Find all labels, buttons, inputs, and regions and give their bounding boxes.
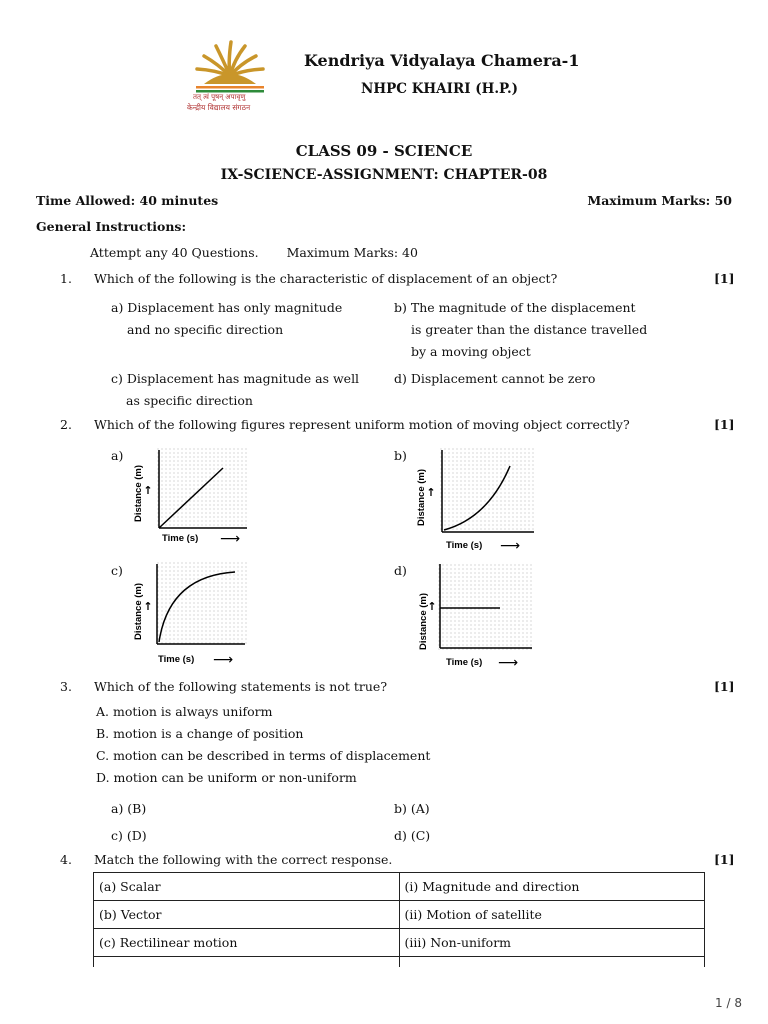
table-cell: [94, 957, 400, 968]
svg-text:↑: ↑: [427, 600, 437, 613]
statement: A. motion is always uniform: [96, 704, 273, 719]
y-axis-label: Distance (m): [133, 582, 144, 640]
graph-b: [408, 444, 533, 554]
logo-motto: तत् त्वं पूषन् अपावृणु: [193, 93, 246, 101]
option-b: [394, 297, 647, 363]
table-cell: (iii) Non-uniform: [399, 929, 705, 957]
general-instructions-heading: General Instructions:: [36, 219, 187, 234]
x-axis-label: Time (s): [446, 657, 483, 668]
class-title: CLASS 09 - SCIENCE: [295, 142, 473, 160]
graph-b-label: b): [394, 448, 407, 463]
y-axis-label: Distance (m): [416, 468, 427, 526]
question-text: Which of the following is the characteristic of displacement of an object?: [94, 271, 558, 286]
option-line: and no specific direction: [127, 322, 284, 337]
svg-text:⟶: ⟶: [213, 652, 234, 668]
svg-text:↑: ↑: [426, 486, 436, 499]
svg-text:↑: ↑: [143, 600, 153, 613]
option-d: d) (C): [394, 828, 431, 843]
table-cell: (i) Magnitude and direction: [399, 873, 705, 901]
option-line: a) Displacement has only magnitude: [111, 300, 343, 315]
maximum-marks: Maximum Marks: 50: [587, 193, 732, 208]
x-axis-label: Time (s): [446, 540, 483, 551]
question-marks: [1]: [714, 852, 735, 867]
x-axis-label: Time (s): [162, 533, 199, 544]
question-number: 4.: [60, 852, 72, 867]
option-a: a) (B): [111, 801, 147, 816]
graph-c-label: c): [111, 563, 123, 578]
option-a: [111, 297, 342, 341]
question-number: 2.: [60, 417, 72, 432]
graph-d: [410, 560, 535, 670]
school-name: Kendriya Vidyalaya Chamera-1: [304, 51, 580, 70]
table-cell: (c) Rectilinear motion: [94, 929, 400, 957]
instructions-line: [90, 245, 418, 260]
option-b: b) (A): [394, 801, 430, 816]
svg-text:⟶: ⟶: [220, 531, 241, 547]
statement: D. motion can be uniform or non-uniform: [96, 770, 357, 785]
graph-a-label: a): [111, 448, 124, 463]
graph-c: [125, 558, 250, 668]
option-c: [111, 368, 359, 412]
y-axis-label: Distance (m): [418, 592, 429, 650]
option-line: by a moving object: [411, 344, 531, 359]
table-row: [94, 957, 705, 968]
table-row: [94, 901, 705, 929]
option-line: d) Displacement cannot be zero: [394, 371, 596, 386]
page-indicator: 1 / 8: [715, 996, 742, 1010]
table-cell: [399, 957, 705, 968]
time-allowed: Time Allowed: 40 minutes: [36, 193, 219, 208]
graph-a: [125, 444, 250, 554]
assignment-title: IX-SCIENCE-ASSIGNMENT: CHAPTER-08: [220, 167, 548, 183]
x-axis-label: Time (s): [158, 654, 195, 665]
statement: B. motion is a change of position: [96, 726, 304, 741]
school-location: NHPC KHAIRI (H.P.): [361, 81, 519, 97]
match-table: [93, 872, 705, 967]
table-cell: (a) Scalar: [94, 873, 400, 901]
table-row: [94, 873, 705, 901]
option-line: c) Displacement has magnitude as well: [111, 371, 360, 386]
question-number: 1.: [60, 271, 72, 286]
option-line: is greater than the distance travelled: [411, 322, 648, 337]
table-cell: (b) Vector: [94, 901, 400, 929]
attempt-marks: Maximum Marks: 40: [286, 245, 418, 260]
table-cell: (ii) Motion of satellite: [399, 901, 705, 929]
question-number: 3.: [60, 679, 72, 694]
option-d: [394, 368, 595, 390]
logo-caption: केन्द्रीय विद्यालय संगठन: [187, 103, 251, 112]
option-line: as specific direction: [126, 393, 253, 408]
svg-text:⟶: ⟶: [498, 655, 519, 671]
question-text: Which of the following figures represent uniform motion of moving object correctly?: [94, 417, 630, 432]
question-marks: [1]: [714, 417, 735, 432]
statement: C. motion can be described in terms of displacement: [96, 748, 431, 763]
svg-text:↑: ↑: [143, 484, 153, 497]
question-marks: [1]: [714, 679, 735, 694]
option-line: b) The magnitude of the displacement: [394, 300, 636, 315]
question-marks: [1]: [714, 271, 735, 286]
question-text: Match the following with the correct response.: [94, 852, 393, 867]
option-c: c) (D): [111, 828, 147, 843]
statement-list: [96, 701, 430, 789]
table-row: [94, 929, 705, 957]
question-text: Which of the following statements is not true?: [94, 679, 388, 694]
svg-text:⟶: ⟶: [500, 538, 521, 554]
y-axis-label: Distance (m): [133, 464, 144, 522]
graph-d-label: d): [394, 563, 407, 578]
attempt-text: Attempt any 40 Questions.: [90, 245, 259, 260]
